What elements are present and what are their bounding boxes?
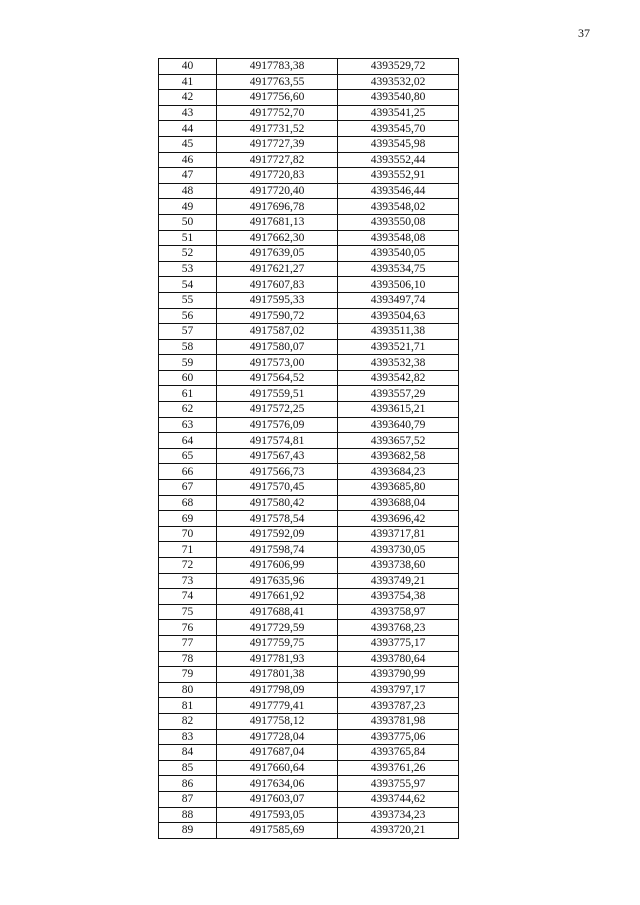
- y-coordinate-cell: 4393541,25: [338, 105, 459, 121]
- y-coordinate-cell: 4393552,91: [338, 168, 459, 184]
- x-coordinate-cell: 4917595,33: [217, 292, 338, 308]
- table-row: [159, 448, 459, 464]
- y-coordinate-cell: 4393548,08: [338, 230, 459, 246]
- y-coordinate-cell: 4393696,42: [338, 511, 459, 527]
- y-coordinate-cell: 4393734,23: [338, 807, 459, 823]
- x-coordinate-cell: 4917801,38: [217, 667, 338, 683]
- y-coordinate-cell: 4393550,08: [338, 214, 459, 230]
- y-coordinate-cell: 4393749,21: [338, 573, 459, 589]
- point-number-cell: 70: [159, 526, 217, 542]
- point-number-cell: 55: [159, 292, 217, 308]
- point-number-cell: 73: [159, 573, 217, 589]
- point-number-cell: 43: [159, 105, 217, 121]
- point-number-cell: 50: [159, 214, 217, 230]
- point-number-cell: 86: [159, 776, 217, 792]
- point-number-cell: 51: [159, 230, 217, 246]
- y-coordinate-cell: 4393761,26: [338, 760, 459, 776]
- point-number-cell: 53: [159, 261, 217, 277]
- x-coordinate-cell: 4917660,64: [217, 760, 338, 776]
- x-coordinate-cell: 4917756,60: [217, 90, 338, 106]
- point-number-cell: 57: [159, 324, 217, 340]
- table-row: [159, 230, 459, 246]
- table-row: [159, 355, 459, 371]
- x-coordinate-cell: 4917576,09: [217, 417, 338, 433]
- point-number-cell: 77: [159, 635, 217, 651]
- y-coordinate-cell: 4393506,10: [338, 277, 459, 293]
- x-coordinate-cell: 4917574,81: [217, 433, 338, 449]
- y-coordinate-cell: 4393552,44: [338, 152, 459, 168]
- table-row: [159, 183, 459, 199]
- x-coordinate-cell: 4917578,54: [217, 511, 338, 527]
- x-coordinate-cell: 4917635,96: [217, 573, 338, 589]
- table-row: [159, 324, 459, 340]
- y-coordinate-cell: 4393521,71: [338, 339, 459, 355]
- y-coordinate-cell: 4393685,80: [338, 480, 459, 496]
- table-row: [159, 261, 459, 277]
- y-coordinate-cell: 4393780,64: [338, 651, 459, 667]
- y-coordinate-cell: 4393730,05: [338, 542, 459, 558]
- x-coordinate-cell: 4917763,55: [217, 74, 338, 90]
- y-coordinate-cell: 4393758,97: [338, 604, 459, 620]
- x-coordinate-cell: 4917731,52: [217, 121, 338, 137]
- point-number-cell: 64: [159, 433, 217, 449]
- y-coordinate-cell: 4393790,99: [338, 667, 459, 683]
- x-coordinate-cell: 4917580,07: [217, 339, 338, 355]
- point-number-cell: 78: [159, 651, 217, 667]
- table-row: [159, 729, 459, 745]
- point-number-cell: 66: [159, 464, 217, 480]
- table-row: [159, 573, 459, 589]
- point-number-cell: 74: [159, 589, 217, 605]
- point-number-cell: 42: [159, 90, 217, 106]
- table-row: [159, 604, 459, 620]
- x-coordinate-cell: 4917590,72: [217, 308, 338, 324]
- table-row: [159, 526, 459, 542]
- point-number-cell: 68: [159, 495, 217, 511]
- x-coordinate-cell: 4917779,41: [217, 698, 338, 714]
- page-number: 37: [578, 26, 590, 40]
- x-coordinate-cell: 4917662,30: [217, 230, 338, 246]
- table-row: [159, 807, 459, 823]
- x-coordinate-cell: 4917564,52: [217, 370, 338, 386]
- y-coordinate-cell: 4393540,80: [338, 90, 459, 106]
- point-number-cell: 72: [159, 558, 217, 574]
- point-number-cell: 65: [159, 448, 217, 464]
- x-coordinate-cell: 4917798,09: [217, 682, 338, 698]
- point-number-cell: 52: [159, 246, 217, 262]
- coordinates-table-body: [159, 59, 459, 839]
- table-row: [159, 511, 459, 527]
- table-row: [159, 308, 459, 324]
- point-number-cell: 46: [159, 152, 217, 168]
- x-coordinate-cell: 4917688,41: [217, 604, 338, 620]
- point-number-cell: 87: [159, 791, 217, 807]
- y-coordinate-cell: 4393532,38: [338, 355, 459, 371]
- table-row: [159, 713, 459, 729]
- y-coordinate-cell: 4393738,60: [338, 558, 459, 574]
- y-coordinate-cell: 4393529,72: [338, 59, 459, 75]
- table-row: [159, 417, 459, 433]
- point-number-cell: 63: [159, 417, 217, 433]
- x-coordinate-cell: 4917758,12: [217, 713, 338, 729]
- table-row: [159, 480, 459, 496]
- point-number-cell: 56: [159, 308, 217, 324]
- x-coordinate-cell: 4917720,40: [217, 183, 338, 199]
- x-coordinate-cell: 4917570,45: [217, 480, 338, 496]
- point-number-cell: 80: [159, 682, 217, 698]
- table-row: [159, 823, 459, 839]
- point-number-cell: 49: [159, 199, 217, 215]
- x-coordinate-cell: 4917603,07: [217, 791, 338, 807]
- point-number-cell: 62: [159, 402, 217, 418]
- x-coordinate-cell: 4917585,69: [217, 823, 338, 839]
- y-coordinate-cell: 4393497,74: [338, 292, 459, 308]
- y-coordinate-cell: 4393768,23: [338, 620, 459, 636]
- point-number-cell: 76: [159, 620, 217, 636]
- x-coordinate-cell: 4917573,00: [217, 355, 338, 371]
- x-coordinate-cell: 4917592,09: [217, 526, 338, 542]
- point-number-cell: 88: [159, 807, 217, 823]
- x-coordinate-cell: 4917606,99: [217, 558, 338, 574]
- point-number-cell: 45: [159, 136, 217, 152]
- x-coordinate-cell: 4917728,04: [217, 729, 338, 745]
- y-coordinate-cell: 4393546,44: [338, 183, 459, 199]
- table-row: [159, 760, 459, 776]
- table-row: [159, 136, 459, 152]
- point-number-cell: 41: [159, 74, 217, 90]
- point-number-cell: 82: [159, 713, 217, 729]
- table-row: [159, 682, 459, 698]
- table-row: [159, 667, 459, 683]
- table-row: [159, 589, 459, 605]
- y-coordinate-cell: 4393754,38: [338, 589, 459, 605]
- table-row: [159, 386, 459, 402]
- table-row: [159, 105, 459, 121]
- x-coordinate-cell: 4917593,05: [217, 807, 338, 823]
- x-coordinate-cell: 4917639,05: [217, 246, 338, 262]
- x-coordinate-cell: 4917572,25: [217, 402, 338, 418]
- y-coordinate-cell: 4393657,52: [338, 433, 459, 449]
- point-number-cell: 61: [159, 386, 217, 402]
- y-coordinate-cell: 4393557,29: [338, 386, 459, 402]
- y-coordinate-cell: 4393775,06: [338, 729, 459, 745]
- y-coordinate-cell: 4393504,63: [338, 308, 459, 324]
- y-coordinate-cell: 4393548,02: [338, 199, 459, 215]
- table-row: [159, 370, 459, 386]
- table-row: [159, 542, 459, 558]
- point-number-cell: 85: [159, 760, 217, 776]
- x-coordinate-cell: 4917696,78: [217, 199, 338, 215]
- table-row: [159, 214, 459, 230]
- x-coordinate-cell: 4917720,83: [217, 168, 338, 184]
- y-coordinate-cell: 4393542,82: [338, 370, 459, 386]
- table-row: [159, 558, 459, 574]
- x-coordinate-cell: 4917580,42: [217, 495, 338, 511]
- point-number-cell: 54: [159, 277, 217, 293]
- x-coordinate-cell: 4917587,02: [217, 324, 338, 340]
- table-row: [159, 246, 459, 262]
- point-number-cell: 71: [159, 542, 217, 558]
- x-coordinate-cell: 4917783,38: [217, 59, 338, 75]
- y-coordinate-cell: 4393684,23: [338, 464, 459, 480]
- x-coordinate-cell: 4917781,93: [217, 651, 338, 667]
- table-row: [159, 433, 459, 449]
- point-number-cell: 59: [159, 355, 217, 371]
- y-coordinate-cell: 4393755,97: [338, 776, 459, 792]
- x-coordinate-cell: 4917681,13: [217, 214, 338, 230]
- x-coordinate-cell: 4917634,06: [217, 776, 338, 792]
- table-row: [159, 651, 459, 667]
- y-coordinate-cell: 4393545,98: [338, 136, 459, 152]
- point-number-cell: 89: [159, 823, 217, 839]
- table-row: [159, 152, 459, 168]
- x-coordinate-cell: 4917567,43: [217, 448, 338, 464]
- y-coordinate-cell: 4393688,04: [338, 495, 459, 511]
- x-coordinate-cell: 4917727,39: [217, 136, 338, 152]
- x-coordinate-cell: 4917687,04: [217, 745, 338, 761]
- table-row: [159, 292, 459, 308]
- point-number-cell: 69: [159, 511, 217, 527]
- x-coordinate-cell: 4917727,82: [217, 152, 338, 168]
- table-row: [159, 791, 459, 807]
- table-row: [159, 635, 459, 651]
- table-row: [159, 74, 459, 90]
- x-coordinate-cell: 4917559,51: [217, 386, 338, 402]
- table-row: [159, 745, 459, 761]
- table-row: [159, 776, 459, 792]
- y-coordinate-cell: 4393540,05: [338, 246, 459, 262]
- x-coordinate-cell: 4917621,27: [217, 261, 338, 277]
- point-number-cell: 84: [159, 745, 217, 761]
- x-coordinate-cell: 4917566,73: [217, 464, 338, 480]
- y-coordinate-cell: 4393744,62: [338, 791, 459, 807]
- point-number-cell: 79: [159, 667, 217, 683]
- point-number-cell: 44: [159, 121, 217, 137]
- table-row: [159, 495, 459, 511]
- y-coordinate-cell: 4393720,21: [338, 823, 459, 839]
- point-number-cell: 58: [159, 339, 217, 355]
- point-number-cell: 75: [159, 604, 217, 620]
- x-coordinate-cell: 4917607,83: [217, 277, 338, 293]
- point-number-cell: 48: [159, 183, 217, 199]
- x-coordinate-cell: 4917759,75: [217, 635, 338, 651]
- y-coordinate-cell: 4393615,21: [338, 402, 459, 418]
- point-number-cell: 81: [159, 698, 217, 714]
- table-row: [159, 402, 459, 418]
- y-coordinate-cell: 4393532,02: [338, 74, 459, 90]
- x-coordinate-cell: 4917729,59: [217, 620, 338, 636]
- y-coordinate-cell: 4393775,17: [338, 635, 459, 651]
- y-coordinate-cell: 4393717,81: [338, 526, 459, 542]
- x-coordinate-cell: 4917661,92: [217, 589, 338, 605]
- point-number-cell: 83: [159, 729, 217, 745]
- table-row: [159, 698, 459, 714]
- y-coordinate-cell: 4393787,23: [338, 698, 459, 714]
- y-coordinate-cell: 4393682,58: [338, 448, 459, 464]
- coordinates-table: [158, 58, 459, 839]
- x-coordinate-cell: 4917598,74: [217, 542, 338, 558]
- table-row: [159, 277, 459, 293]
- table-row: [159, 168, 459, 184]
- y-coordinate-cell: 4393765,84: [338, 745, 459, 761]
- point-number-cell: 40: [159, 59, 217, 75]
- point-number-cell: 67: [159, 480, 217, 496]
- point-number-cell: 47: [159, 168, 217, 184]
- table-row: [159, 59, 459, 75]
- table-row: [159, 620, 459, 636]
- y-coordinate-cell: 4393511,38: [338, 324, 459, 340]
- table-row: [159, 121, 459, 137]
- y-coordinate-cell: 4393640,79: [338, 417, 459, 433]
- table-row: [159, 199, 459, 215]
- table-row: [159, 464, 459, 480]
- y-coordinate-cell: 4393781,98: [338, 713, 459, 729]
- point-number-cell: 60: [159, 370, 217, 386]
- table-row: [159, 90, 459, 106]
- y-coordinate-cell: 4393545,70: [338, 121, 459, 137]
- y-coordinate-cell: 4393797,17: [338, 682, 459, 698]
- table-row: [159, 339, 459, 355]
- y-coordinate-cell: 4393534,75: [338, 261, 459, 277]
- x-coordinate-cell: 4917752,70: [217, 105, 338, 121]
